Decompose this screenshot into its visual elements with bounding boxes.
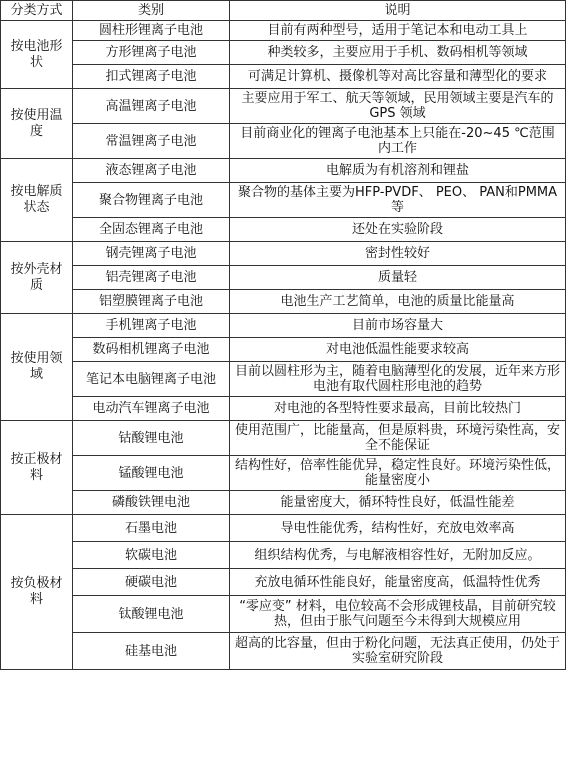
header-method: 分类方式 [1,1,73,21]
table-row [1,124,566,159]
type-cell: 扣式锂离子电池 [73,65,230,89]
type-cell: 石墨电池 [73,515,230,542]
type-cell: 电动汽车锂离子电池 [73,397,230,421]
desc-cell: 目前以圆柱形为主，随着电脑薄型化的发展，近年来方形电池有取代圆柱形电池的趋势 [230,362,566,397]
table-row [1,314,566,338]
table-row [1,218,566,242]
desc-cell: 结构性好，倍率性能优异，稳定性良好。环境污染性低，能量密度小 [230,456,566,491]
table-row [1,290,566,314]
table-row [1,397,566,421]
type-cell: 磷酸铁锂电池 [73,491,230,515]
table-row [1,596,566,633]
type-cell: 硬碳电池 [73,569,230,596]
type-cell: 高温锂离子电池 [73,89,230,124]
method-cell: 按电解质状态 [1,159,73,242]
type-cell: 全固态锂离子电池 [73,218,230,242]
desc-cell: 使用范围广，比能量高，但是原料贵，环境污染性高，安全不能保证 [230,421,566,456]
method-cell: 按使用温度 [1,89,73,159]
table-row [1,569,566,596]
desc-cell: 能量密度大，循环特性良好，低温性能差 [230,491,566,515]
desc-cell: 目前市场容量大 [230,314,566,338]
type-cell: 圆柱形锂离子电池 [73,21,230,41]
header-row [1,1,566,21]
type-cell: 钛酸锂电池 [73,596,230,633]
table-row [1,266,566,290]
table-row [1,65,566,89]
table-row [1,89,566,124]
method-cell: 按正极材料 [1,421,73,515]
desc-cell: 密封性较好 [230,242,566,266]
type-cell: 笔记本电脑锂离子电池 [73,362,230,397]
table-row [1,542,566,569]
table-row [1,242,566,266]
desc-cell: 目前有两种型号，适用于笔记本和电动工具上 [230,21,566,41]
header-type: 类别 [73,1,230,21]
desc-cell: “零应变” 材料，电位较高不会形成锂枝晶，目前研究较热，但由于胀气问题至今未得到大规模应用 [230,596,566,633]
table-row [1,183,566,218]
type-cell: 铝塑膜锂离子电池 [73,290,230,314]
method-cell: 按使用领域 [1,314,73,421]
type-cell: 液态锂离子电池 [73,159,230,183]
desc-cell: 电池生产工艺简单，电池的质量比能量高 [230,290,566,314]
header-desc: 说明 [230,1,566,21]
type-cell: 常温锂离子电池 [73,124,230,159]
desc-cell: 种类较多，主要应用于手机、数码相机等领域 [230,41,566,65]
method-cell: 按负极材料 [1,515,73,670]
desc-cell: 超高的比容量，但由于粉化问题，无法真正使用，仍处于实验室研究阶段 [230,633,566,670]
table-row [1,515,566,542]
type-cell: 锰酸锂电池 [73,456,230,491]
desc-cell: 目前商业化的锂离子电池基本上只能在-20~45 ℃范围内工作 [230,124,566,159]
type-cell: 手机锂离子电池 [73,314,230,338]
desc-cell: 对电池低温性能要求较高 [230,338,566,362]
desc-cell: 还处在实验阶段 [230,218,566,242]
desc-cell: 对电池的各型特性要求最高，目前比较热门 [230,397,566,421]
method-cell: 按电池形状 [1,21,73,89]
type-cell: 软碳电池 [73,542,230,569]
type-cell: 数码相机锂离子电池 [73,338,230,362]
desc-cell: 聚合物的基体主要为HFP-PVDF、 PEO、 PAN和PMMA等 [230,183,566,218]
table-row [1,21,566,41]
table-row [1,362,566,397]
type-cell: 钢壳锂离子电池 [73,242,230,266]
table-row [1,633,566,670]
desc-cell: 质量轻 [230,266,566,290]
table-row [1,41,566,65]
type-cell: 钴酸锂电池 [73,421,230,456]
table-row [1,338,566,362]
method-cell: 按外壳材质 [1,242,73,314]
table-row [1,491,566,515]
desc-cell: 组织结构优秀，与电解液相容性好，无附加反应。 [230,542,566,569]
type-cell: 聚合物锂离子电池 [73,183,230,218]
table-row [1,421,566,456]
desc-cell: 充放电循环性能良好，能量密度高，低温特性优秀 [230,569,566,596]
type-cell: 方形锂离子电池 [73,41,230,65]
desc-cell: 电解质为有机溶剂和锂盐 [230,159,566,183]
table-row [1,456,566,491]
desc-cell: 可满足计算机、摄像机等对高比容量和薄型化的要求 [230,65,566,89]
type-cell: 硅基电池 [73,633,230,670]
desc-cell: 导电性能优秀，结构性好，充放电效率高 [230,515,566,542]
desc-cell: 主要应用于军工、航天等领域，民用领域主要是汽车的 GPS 领域 [230,89,566,124]
table-row [1,159,566,183]
type-cell: 铝壳锂离子电池 [73,266,230,290]
